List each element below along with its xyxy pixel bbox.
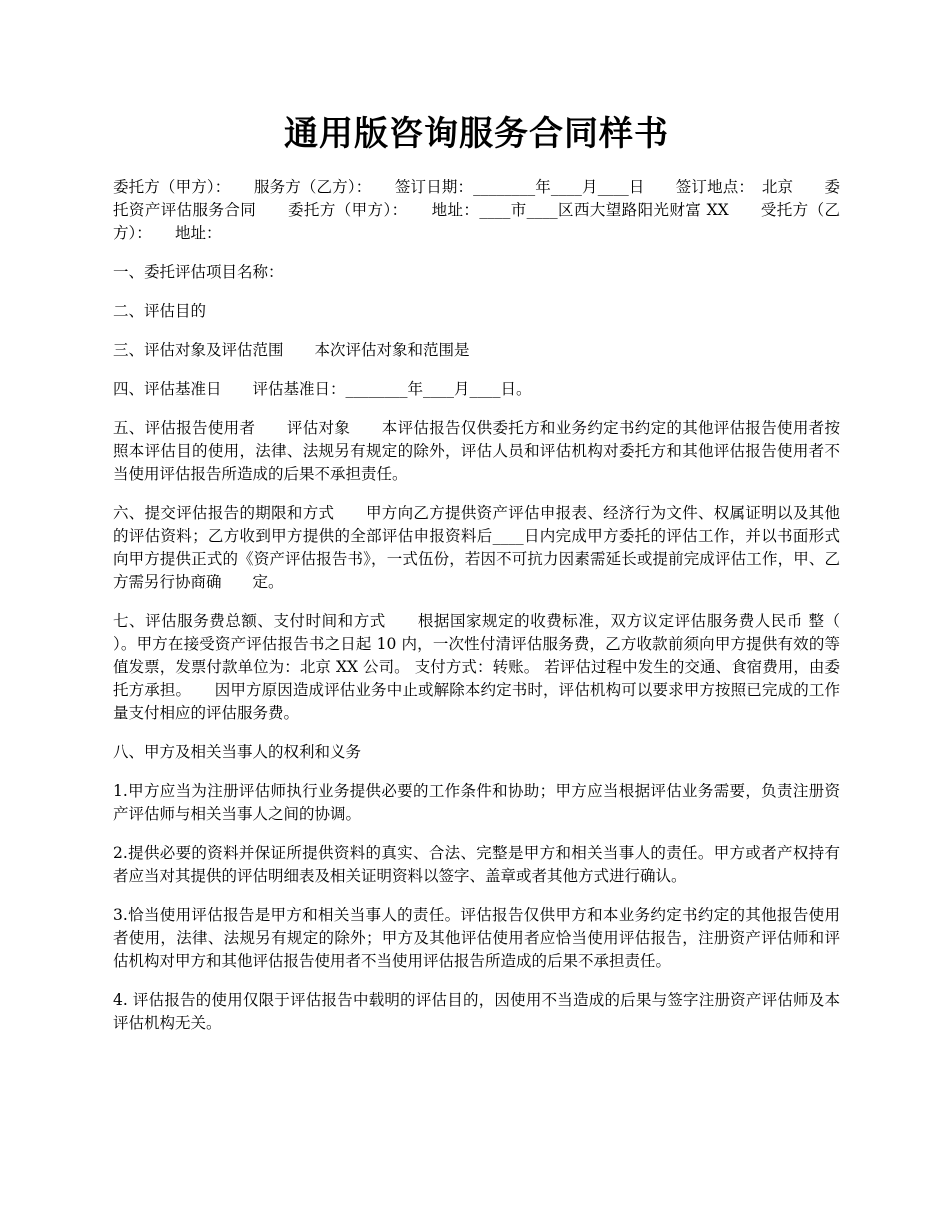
section-5-paragraph: 五、评估报告使用者 评估对象 本评估报告仅供委托方和业务约定书约定的其他评估报告使用者按照本评估目的使用，法律、法规另有规定的除外，评估人员和评估机构对委托方和其他评估报告使用者不当使用评估报告所造成的后果不承担责任。	[113, 419, 840, 483]
section-2-heading: 二、评估目的	[113, 302, 207, 320]
clause-8-2-paragraph: 2.提供必要的资料并保证所提供资料的真实、合法、完整是甲方和相关当事人的责任。甲方或者产权持有者应当对其提供的评估明细表及相关证明资料以签字、盖章或者其他方式进行确认。	[113, 844, 840, 885]
clause-8-1-paragraph: 1.甲方应当为注册评估师执行业务提供必要的工作条件和协助；甲方应当根据评估业务需要，负责注册资产评估师与相关当事人之间的协调。	[113, 782, 840, 823]
section-4-paragraph: 四、评估基准日 评估基准日：________年____月____日。	[113, 380, 532, 398]
section-1-heading: 一、委托评估项目名称：	[113, 263, 284, 281]
section-3-paragraph: 三、评估对象及评估范围 本次评估对象和范围是	[113, 341, 470, 359]
section-6-paragraph: 六、提交评估报告的期限和方式 甲方向乙方提供资产评估申报表、经济行为文件、权属证明以及其他的评估资料；乙方收到甲方提供的全部评估申报资料后____日内完成甲方委托的评估工作，并以书面形式向甲方提供正式的《资产评估报告书》，一式伍份，若因不可抗力因素需延长或提前完成评估工作，甲、乙方需另行协商确 定。	[113, 504, 840, 591]
section-7-paragraph: 七、评估服务费总额、支付时间和方式 根据国家规定的收费标准，双方议定评估服务费人民币 整（ ）。甲方在接受资产评估报告书之日起 10 内，一次性付清评估服务费，乙方收款前须向甲方提供有效的等值发票，发票付款单位为：北京 XX 公司。 支付方式：转账。 若评估过程中发生的交通、食宿费用，由委托方承担。 因甲方原因造成评估业务中止或解除本约定书时，评估机构可以要求甲方按照已完成的工作量支付相应的评估服务费。	[113, 612, 840, 722]
clause-8-4-paragraph: 4. 评估报告的使用仅限于评估报告中载明的评估目的，因使用不当造成的后果与签字注册资产评估师及本评估机构无关。	[113, 991, 840, 1032]
contract-parties-paragraph: 委托方（甲方）： 服务方（乙方）： 签订日期：________年____月____日 签订地点： 北京 委托资产评估服务合同 委托方（甲方）： 地址：____市____区西大望路阳光财富 XX 受托方（乙方）： 地址：	[113, 178, 840, 242]
section-8-heading: 八、甲方及相关当事人的权利和义务	[113, 743, 362, 761]
document-page	[113, 108, 840, 1051]
clause-8-3-paragraph: 3.恰当使用评估报告是甲方和相关当事人的责任。评估报告仅供甲方和本业务约定书约定的其他报告使用者使用，法律、法规另有规定的除外；甲方及其他评估使用者应恰当使用评估报告，注册资产评估师和评估机构对甲方和其他评估报告使用者不当使用评估报告所造成的后果不承担责任。	[113, 906, 840, 970]
document-title: 通用版咨询服务合同样书	[284, 114, 669, 154]
